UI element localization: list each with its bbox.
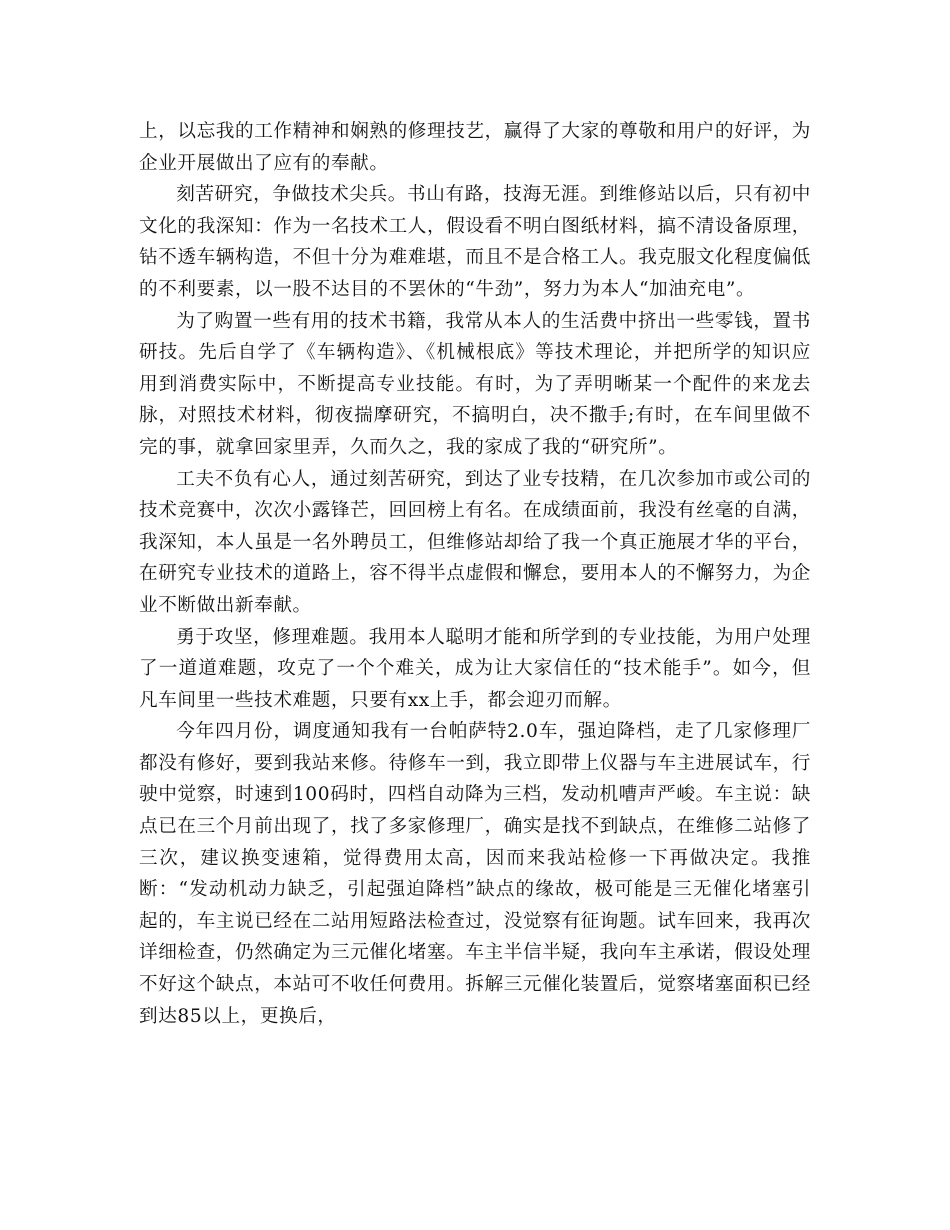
paragraph-problem-solving: 勇于攻坚，修理难题。我用本人聪明才能和所学到的专业技能，为用户处理了一道道难题，攻克了一个个难关，成为让大家信任的“技术能手”。如今，但凡车间里一些技术难题，只要有xx上手，都会迎刃而解。 [139,626,811,711]
paragraph-research: 刻苦研究，争做技术尖兵。书山有路，技海无涯。到维修站以后，只有初中文化的我深知：作为一名技术工人，假设看不明白图纸材料，搞不清设备原理，钻不透车辆构造，不但十分为难难堪，而且不是合格工人。我克服文化程度偏低的不利要素，以一股不达目的不罢休的“牛劲”，努力为本人“加油充电”。 [139,184,811,300]
paragraph-case-study: 今年四月份，调度通知我有一台帕萨特2.0车，强迫降档，走了几家修理厂都没有修好，要到我站来修。待修车一到，我立即带上仪器与车主进展试车，行驶中觉察，时速到100码时，四档自动降为三档，发动机嘈声严峻。车主说：缺点已在三个月前出现了，找了多家修理厂，确实是找不到缺点，在维修二站修了三次，建议换变速箱，觉得费用太高，因而来我站检修一下再做决定。我推断：“发动机动力缺乏，引起强迫降档”缺点的缘故，极可能是三无催化堵塞引起的，车主说已经在二站用短路法检查过，没觉察有征询题。试车回来，我再次详细检查，仍然确定为三元催化堵塞。车主半信半疑，我向车主承诺，假设处理不好这个缺点，本站可不收任何费用。拆解三元催化装置后，觉察堵塞面积已经到达85以上，更换后， [139,721,811,1027]
document-body [139,116,811,1032]
paragraph-competition: 工夫不负有心人，通过刻苦研究，到达了业专技精，在几次参加市或公司的技术竞赛中，次次小露锋芒，回回榜上有名。在成绩面前，我没有丝毫的自满，我深知，本人虽是一名外聘员工，但维修站却给了我一个真正施展才华的平台，在研究专业技术的道路上，容不得半点虚假和懈怠，要用本人的不懈努力，为企业不断做出新奉献。 [139,468,811,616]
paragraph-books: 为了购置一些有用的技术书籍，我常从本人的生活费中挤出一些零钱，置书研技。先后自学了《车辆构造》、《机械根底》等技术理论，并把所学的知识应用到消费实际中，不断提高专业技能。有时，为了弄明晰某一个配件的来龙去脉，对照技术材料，彻夜揣摩研究，不搞明白，决不撒手;有时，在车间里做不完的事，就拿回家里弄，久而久之，我的家成了我的“研究所”。 [139,310,811,458]
paragraph-continuation: 上，以忘我的工作精神和娴熟的修理技艺，赢得了大家的尊敬和用户的好评，为企业开展做出了应有的奉献。 [139,121,811,174]
